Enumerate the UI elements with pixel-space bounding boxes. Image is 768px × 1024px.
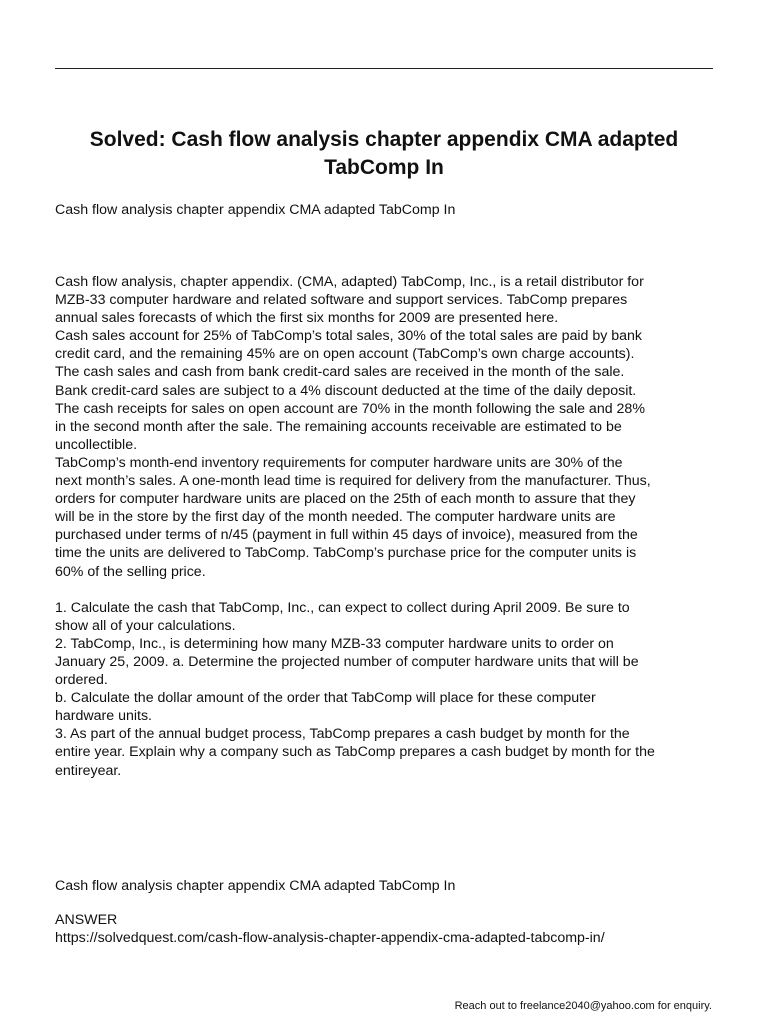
enquiry-note: Reach out to freelance2040@yahoo.com for enquiry. — [454, 1000, 712, 1012]
answer-label: ANSWER — [55, 912, 118, 928]
answer-link[interactable]: https://solvedquest.com/cash-flow-analysis-chapter-appendix-cma-adapted-tabcomp-in/ — [55, 930, 605, 946]
top-divider — [55, 68, 713, 69]
page-title: Solved: Cash flow analysis chapter appendix CMA adapted TabComp In — [89, 128, 679, 179]
page-subtitle: Cash flow analysis chapter appendix CMA adapted TabComp In — [55, 202, 456, 218]
question-body: Cash flow analysis, chapter appendix. (CMA, adapted) TabComp, Inc., is a retail distributor for MZB-33 computer hardware and related software and support services. TabComp prepares annual sales forecasts of which the first six months for 2009 are presented here. Cash sales account for 25% of TabComp’s total sales, 30% of the total sales are paid by bank credit card, and the remaining 45% are on open account (TabComp’s own charge accounts). The cash sales and cash from bank credit-card sales are received in the month of the sale. Bank credit-card sales are subject to a 4% discount deducted at the time of the daily deposit. The cash receipts for sales on open account are 70% in the month following the sale and 28% in the second month after the sale. The remaining accounts receivable are estimated to be uncollectible. TabComp’s month-end inventory requirements for computer hardware units are 30% of the next month’s sales. A one-month lead time is required for delivery from the manufacturer. Thus, orders for computer hardware units are placed on the 25th of each month to assure that they will be in the store by the first day of the month needed. The computer hardware units are purchased under terms of n/45 (payment in full within 45 days of invoice), measured from the time the units are delivered to TabComp. TabComp’s purchase price for the computer units is 60% of the selling price. 1. Calculate the cash that TabComp, Inc., can expect to collect during April 2009. Be sure to show all of your calculations. 2. TabComp, Inc., is determining how many MZB-33 computer hardware units to order on January 25, 2009. a. Determine the projected number of computer hardware units that will be ordered. b. Calculate the dollar amount of the order that TabComp will place for these computer hardware units. 3. As part of the annual budget process, TabComp prepares a cash budget by month for the entire year. Explain why a company such as TabComp prepares a cash budget by month for the entireyear. — [55, 274, 655, 779]
footer-title: Cash flow analysis chapter appendix CMA adapted TabComp In — [55, 878, 456, 894]
